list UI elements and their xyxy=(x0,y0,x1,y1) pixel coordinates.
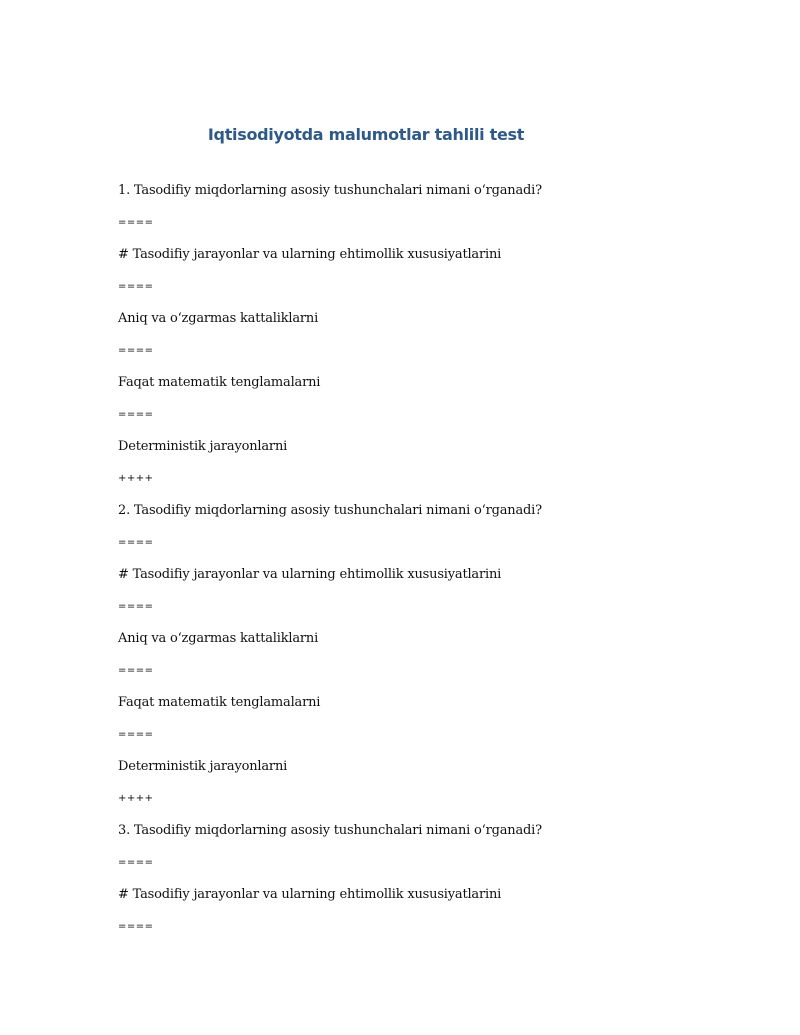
line-24: ==== xyxy=(118,921,154,932)
line-3: # Tasodifiy jarayonlar va ularning ehtimollik xususiyatlarini xyxy=(118,247,502,262)
line-21: 3. Tasodifiy miqdorlarning asosiy tushunchalari nimani o‘rganadi? xyxy=(118,823,542,838)
line-11: 2. Tasodifiy miqdorlarning asosiy tushunchalari nimani o‘rganadi? xyxy=(118,503,542,518)
line-6: ==== xyxy=(118,345,154,356)
line-12: ==== xyxy=(118,537,154,548)
line-7: Faqat matematik tenglamalarni xyxy=(118,375,321,390)
line-22: ==== xyxy=(118,857,154,868)
line-13: # Tasodifiy jarayonlar va ularning ehtimollik xususiyatlarini xyxy=(118,567,502,582)
document-body xyxy=(118,181,738,949)
line-1: 1. Tasodifiy miqdorlarning asosiy tushunchalari nimani o‘rganadi? xyxy=(118,183,542,198)
line-14: ==== xyxy=(118,601,154,612)
line-2: ==== xyxy=(118,217,154,228)
line-23: # Tasodifiy jarayonlar va ularning ehtimollik xususiyatlarini xyxy=(118,887,502,902)
line-20: ++++ xyxy=(118,793,154,804)
line-4: ==== xyxy=(118,281,154,292)
line-15: Aniq va o‘zgarmas kattaliklarni xyxy=(118,631,319,646)
line-10: ++++ xyxy=(118,473,154,484)
line-9: Deterministik jarayonlarni xyxy=(118,439,288,454)
line-16: ==== xyxy=(118,665,154,676)
line-17: Faqat matematik tenglamalarni xyxy=(118,695,321,710)
document-title: Iqtisodiyotda malumotlar tahlili test xyxy=(207,125,525,144)
line-18: ==== xyxy=(118,729,154,740)
line-5: Aniq va o‘zgarmas kattaliklarni xyxy=(118,311,319,326)
line-19: Deterministik jarayonlarni xyxy=(118,759,288,774)
line-8: ==== xyxy=(118,409,154,420)
